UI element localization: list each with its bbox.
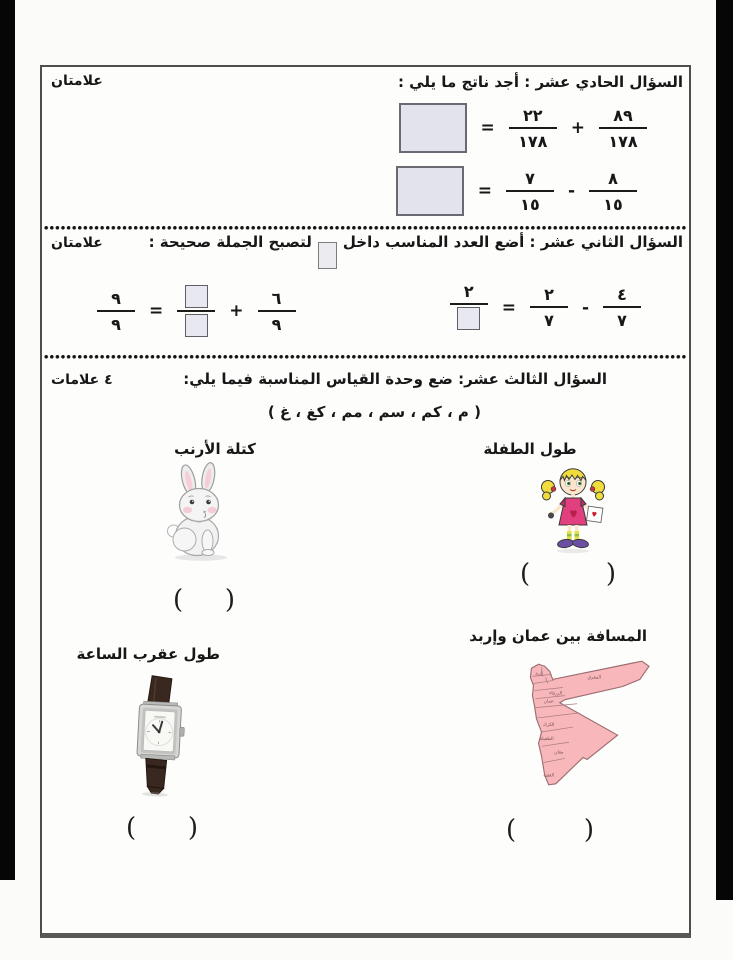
fraction bbox=[599, 107, 647, 150]
item-label-clock-hand-length: طول عقرب الساعة bbox=[76, 645, 220, 663]
section-separator bbox=[44, 225, 687, 231]
svg-text:المفرق: المفرق bbox=[587, 675, 602, 681]
q13-marks: ٤ علامات bbox=[51, 372, 113, 388]
answer-box[interactable] bbox=[396, 166, 464, 216]
minus-operator: - bbox=[581, 297, 589, 318]
paren-close: ) bbox=[583, 815, 594, 845]
answer-box[interactable] bbox=[399, 103, 467, 153]
paren-open: ( bbox=[506, 815, 517, 845]
fraction-bar bbox=[177, 310, 215, 312]
fraction bbox=[509, 107, 557, 150]
rabbit-head bbox=[180, 489, 219, 522]
fraction-with-answer-box bbox=[450, 283, 488, 332]
answer-parens[interactable] bbox=[506, 815, 594, 845]
q13-units-line: ( م ، كم ، سم ، مم ، كغ ، غ ) bbox=[267, 403, 481, 421]
plus-operator: + bbox=[229, 301, 244, 321]
svg-text:الطفيلة: الطفيلة bbox=[539, 737, 554, 743]
item-label-rabbit-mass: كتلة الأرنب bbox=[174, 440, 256, 458]
fraction bbox=[589, 170, 637, 213]
fraction bbox=[97, 290, 135, 333]
fraction bbox=[603, 286, 641, 329]
svg-text:الكرك: الكرك bbox=[542, 723, 555, 729]
fraction-numerator: ٢٢ bbox=[522, 105, 543, 125]
q12-title-after-box: لتصبح الجملة صحيحة : bbox=[148, 233, 312, 251]
fraction-numerator: ٦ bbox=[271, 288, 282, 308]
plus-operator: + bbox=[570, 118, 585, 138]
answer-parens[interactable] bbox=[126, 813, 198, 843]
rabbit-illustration bbox=[162, 462, 236, 562]
section-separator bbox=[44, 354, 687, 360]
girl-illustration bbox=[539, 462, 607, 558]
q11-marks: علامتان bbox=[51, 73, 103, 89]
paren-open: ( bbox=[173, 585, 184, 615]
q11-equation-1 bbox=[399, 103, 648, 153]
answer-box[interactable] bbox=[457, 307, 480, 330]
equals-sign: = bbox=[149, 301, 164, 321]
fraction-numerator: ٨٩ bbox=[613, 105, 633, 125]
fraction-with-answer-boxes bbox=[177, 283, 215, 339]
fraction-denominator: ١٥ bbox=[520, 194, 540, 214]
scan-edge-right bbox=[716, 0, 733, 900]
watch-strap-top bbox=[148, 675, 172, 705]
paren-close: ) bbox=[187, 813, 198, 843]
q12-inline-answer-box[interactable] bbox=[318, 242, 337, 269]
q11-title: السؤال الحادي عشر : أجد ناتج ما يلي : bbox=[397, 73, 683, 91]
q12-equation-left bbox=[97, 283, 296, 339]
q12-title-before-box: السؤال الثاني عشر : أضع العدد المناسب داخل bbox=[342, 233, 683, 251]
fraction-numerator: ٧ bbox=[525, 168, 535, 188]
svg-text:إربد: إربد bbox=[534, 671, 543, 677]
equals-sign: = bbox=[501, 297, 516, 318]
fraction-denominator: ١٧٨ bbox=[518, 131, 548, 151]
fraction-denominator: ١٥ bbox=[603, 194, 623, 214]
fraction-bar bbox=[450, 303, 488, 305]
fraction-numerator: ٨ bbox=[608, 168, 618, 188]
girl-shoe bbox=[557, 538, 574, 548]
equals-sign: = bbox=[477, 181, 492, 201]
paren-open: ( bbox=[126, 813, 137, 843]
paren-close: ) bbox=[224, 585, 235, 615]
fraction bbox=[530, 286, 568, 329]
answer-box[interactable] bbox=[185, 314, 208, 337]
q12-equation-right bbox=[450, 283, 641, 332]
q11-equation-2 bbox=[396, 166, 637, 216]
item-label-girl-height: طول الطفلة bbox=[483, 440, 577, 458]
fraction-numerator: ٤ bbox=[617, 285, 627, 304]
girl-card bbox=[587, 506, 603, 522]
girl-socks bbox=[567, 531, 579, 539]
q12-marks: علامتان bbox=[51, 235, 103, 251]
fraction-numerator: ٩ bbox=[111, 288, 121, 308]
fraction bbox=[258, 290, 296, 333]
fraction-numerator: ٢ bbox=[463, 282, 474, 301]
watch-illustration bbox=[122, 675, 194, 797]
item-label-distance-amman-irbid: المسافة بين عمان وإربد bbox=[469, 627, 647, 645]
scan-edge-left bbox=[0, 0, 15, 880]
svg-text:عمان: عمان bbox=[543, 699, 554, 705]
q12-title bbox=[149, 233, 683, 260]
svg-text:الزرقاء: الزرقاء bbox=[549, 691, 563, 697]
q13-title: السؤال الثالث عشر: ضع وحدة القياس المناسبة فيما يلي: bbox=[183, 370, 607, 388]
girl-shoe bbox=[572, 538, 589, 548]
minus-operator: - bbox=[567, 181, 575, 201]
svg-text:معان: معان bbox=[554, 750, 564, 756]
fraction-denominator: ٩ bbox=[111, 314, 121, 334]
paren-close: ) bbox=[605, 559, 616, 589]
fraction-denominator: ٩ bbox=[271, 314, 282, 334]
fraction-denominator: ٧ bbox=[617, 311, 627, 330]
worksheet-frame bbox=[40, 65, 691, 938]
watch-strap-bottom bbox=[144, 758, 166, 788]
watch-crown bbox=[179, 727, 184, 736]
answer-parens[interactable] bbox=[173, 585, 235, 615]
equals-sign: = bbox=[480, 118, 495, 138]
jordan-map-illustration bbox=[498, 655, 650, 793]
fraction-numerator: ٢ bbox=[544, 285, 554, 304]
answer-parens[interactable] bbox=[520, 559, 616, 589]
fraction-denominator: ٧ bbox=[544, 311, 554, 330]
paren-open: ( bbox=[520, 559, 531, 589]
answer-box[interactable] bbox=[185, 285, 208, 308]
svg-text:العقبة: العقبة bbox=[543, 773, 555, 779]
fraction bbox=[506, 170, 554, 213]
fraction-denominator: ١٧٨ bbox=[608, 131, 638, 151]
